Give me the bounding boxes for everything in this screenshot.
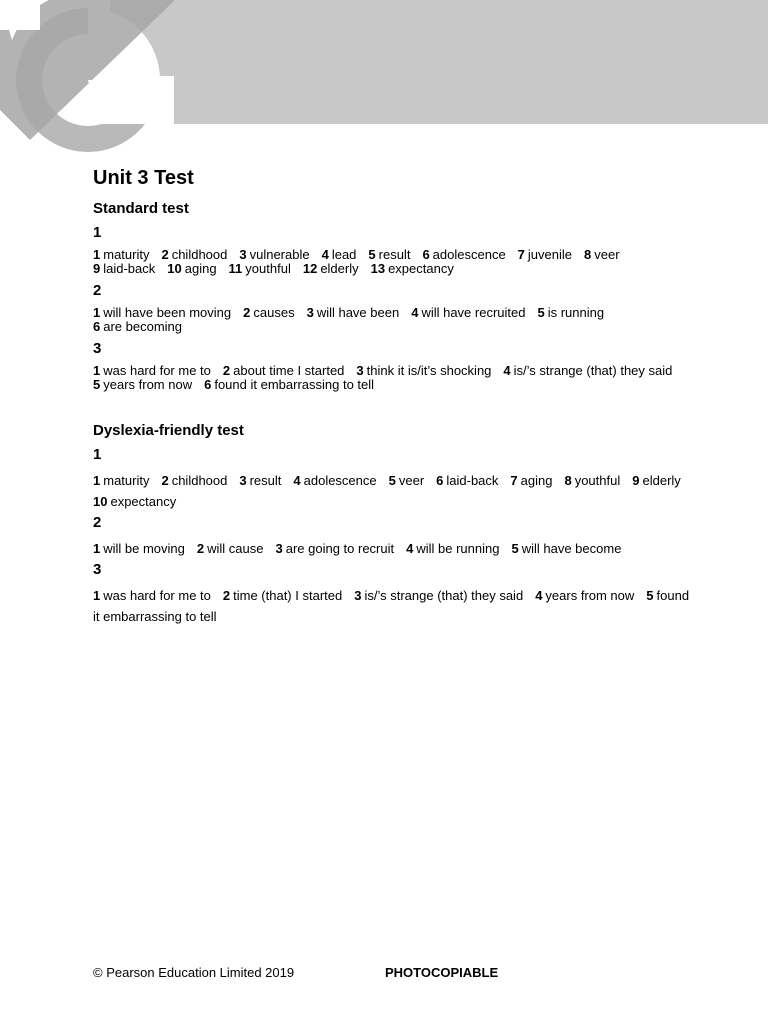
answer-text: years from now <box>545 588 635 603</box>
answer-item <box>93 261 155 276</box>
answer-item <box>275 541 394 556</box>
answer-text: result <box>378 247 411 262</box>
answer-number: 2 <box>222 363 231 378</box>
answer-line <box>93 320 693 334</box>
answer-item <box>503 363 672 378</box>
answer-number: 1 <box>93 473 101 488</box>
dyslexia-q1-number: 1 <box>93 446 102 463</box>
answer-item <box>518 247 572 262</box>
answer-item <box>354 588 523 603</box>
answer-text: years from now <box>103 377 193 392</box>
answer-text: found it embarrassing to tell <box>214 377 375 392</box>
answer-text: will have recruited <box>421 305 526 320</box>
answer-line <box>93 606 693 627</box>
answer-item <box>422 247 505 262</box>
standard-q3-number: 3 <box>93 340 102 357</box>
answer-number: 5 <box>537 305 545 320</box>
answer-item <box>239 247 309 262</box>
answer-number: 1 <box>93 541 101 556</box>
answer-line <box>93 248 693 262</box>
answer-line <box>93 585 693 606</box>
answer-text: is/’s strange (that) they said <box>513 363 673 378</box>
answer-text: expectancy <box>388 261 454 276</box>
answer-item <box>411 305 525 320</box>
answer-text: expectancy <box>110 494 177 509</box>
answer-number: 9 <box>632 473 640 488</box>
answer-item <box>93 319 182 334</box>
answer-item <box>511 541 621 556</box>
answer-number: 13 <box>370 261 386 276</box>
answer-number: 9 <box>93 261 101 276</box>
answer-number: 10 <box>93 494 108 509</box>
answer-text: causes <box>253 305 295 320</box>
answer-number: 12 <box>302 261 318 276</box>
dyslexia-q1-answers <box>93 470 693 512</box>
answer-item <box>406 541 499 556</box>
dyslexia-test-heading: Dyslexia-friendly test <box>93 422 244 439</box>
answer-number: 4 <box>411 305 419 320</box>
answer-item <box>322 247 357 262</box>
answer-text: lead <box>331 247 357 262</box>
standard-q3-answers <box>93 364 693 392</box>
answer-number: 5 <box>388 473 396 488</box>
answer-text: will have become <box>521 541 622 556</box>
answer-item <box>564 473 620 488</box>
answer-number: 4 <box>293 473 301 488</box>
answer-item <box>229 261 291 276</box>
header-banner <box>0 0 768 160</box>
answer-text: will have been moving <box>103 305 232 320</box>
answer-text: was hard for me to <box>103 363 211 378</box>
answer-number: 4 <box>321 247 329 262</box>
answer-number: 4 <box>535 588 543 603</box>
answer-item <box>197 541 264 556</box>
answer-number: 2 <box>243 305 251 320</box>
answer-item <box>389 473 425 488</box>
answer-text: vulnerable <box>249 247 310 262</box>
pearson-g-logo-icon <box>0 0 768 160</box>
answer-text: youthful <box>574 473 621 488</box>
answer-number: 11 <box>228 261 243 276</box>
answer-text: laid-back <box>103 261 156 276</box>
standard-q2-answers <box>93 306 693 334</box>
dyslexia-q3-number: 3 <box>93 561 102 578</box>
answer-item <box>93 305 231 320</box>
answer-number: 3 <box>239 473 247 488</box>
photocopiable-label: PHOTOCOPIABLE <box>385 965 499 980</box>
answer-text: found <box>656 588 690 603</box>
answer-text: will be moving <box>103 541 185 556</box>
answer-line <box>93 364 693 378</box>
answer-text: childhood <box>171 247 228 262</box>
answer-text: about time I started <box>233 363 345 378</box>
answer-number: 1 <box>93 247 101 262</box>
answer-line <box>93 491 693 512</box>
answer-item <box>204 377 374 392</box>
answer-item <box>510 473 552 488</box>
answer-key <box>93 166 693 629</box>
answer-item <box>167 261 216 276</box>
answer-number: 1 <box>93 305 101 320</box>
answer-number: 7 <box>510 473 518 488</box>
answer-text: laid-back <box>446 473 499 488</box>
answer-item <box>632 473 681 488</box>
answer-item <box>293 473 376 488</box>
answer-number: 4 <box>406 541 414 556</box>
answer-text: juvenile <box>527 247 572 262</box>
answer-number: 10 <box>167 261 182 276</box>
answer-number: 5 <box>646 588 654 603</box>
answer-number: 5 <box>93 377 101 392</box>
standard-test-heading: Standard test <box>93 200 189 217</box>
answer-item <box>239 473 281 488</box>
answer-item <box>93 247 149 262</box>
answer-text: is/’s strange (that) they said <box>364 588 524 603</box>
answer-item <box>93 494 176 509</box>
answer-item <box>93 377 192 392</box>
answer-number: 6 <box>204 377 212 392</box>
answer-item <box>93 363 211 378</box>
answer-number: 5 <box>511 541 519 556</box>
answer-text: maturity <box>103 473 150 488</box>
answer-text: will cause <box>207 541 264 556</box>
answer-number: 6 <box>422 247 430 262</box>
answer-text: aging <box>184 261 217 276</box>
answer-number: 1 <box>93 588 101 603</box>
answer-text: it embarrassing to tell <box>93 609 217 624</box>
answer-text: are going to recruit <box>285 541 395 556</box>
answer-text: youthful <box>245 261 291 276</box>
answer-item <box>161 473 227 488</box>
answer-item <box>537 305 604 320</box>
answer-line <box>93 306 693 320</box>
answer-item <box>436 473 498 488</box>
answer-item <box>371 261 454 276</box>
standard-q1-number: 1 <box>93 224 102 241</box>
answer-item <box>535 588 634 603</box>
answer-item <box>223 363 345 378</box>
answer-text: veer <box>398 473 425 488</box>
answer-number: 3 <box>356 363 364 378</box>
copyright-notice: © Pearson Education Limited 2019 <box>93 965 295 980</box>
answer-number: 7 <box>517 247 525 262</box>
answer-line <box>93 470 693 491</box>
answer-item <box>243 305 294 320</box>
answer-number: 2 <box>161 473 169 488</box>
answer-text: aging <box>520 473 553 488</box>
answer-number: 8 <box>584 247 592 262</box>
answer-item <box>161 247 227 262</box>
standard-q2-number: 2 <box>93 282 102 299</box>
answer-text: think it is/it’s shocking <box>366 363 492 378</box>
answer-text: will have been <box>316 305 400 320</box>
answer-number: 6 <box>93 319 101 334</box>
answer-line <box>93 378 693 392</box>
answer-text: elderly <box>642 473 681 488</box>
answer-item <box>93 588 211 603</box>
answer-text: are becoming <box>103 319 183 334</box>
answer-number: 2 <box>161 247 169 262</box>
answer-text: was hard for me to <box>103 588 211 603</box>
answer-number: 6 <box>436 473 444 488</box>
answer-item <box>646 588 689 603</box>
answer-item <box>93 541 185 556</box>
answer-number: 5 <box>368 247 376 262</box>
answer-text: adolescence <box>303 473 377 488</box>
answer-number: 1 <box>93 363 101 378</box>
answer-item <box>307 305 400 320</box>
answer-number: 3 <box>239 247 247 262</box>
answer-number: 3 <box>275 541 283 556</box>
dyslexia-q3-answers <box>93 585 693 627</box>
answer-text: is running <box>547 305 605 320</box>
answer-number: 3 <box>354 588 362 603</box>
answer-item <box>584 247 620 262</box>
standard-q1-answers <box>93 248 693 276</box>
page-title: Unit 3 Test <box>93 167 194 189</box>
answer-item <box>93 473 149 488</box>
answer-text: childhood <box>171 473 228 488</box>
answer-item <box>303 261 359 276</box>
answer-text: result <box>249 473 282 488</box>
answer-text: time (that) I started <box>233 588 343 603</box>
answer-number: 3 <box>306 305 314 320</box>
answer-line <box>93 538 693 559</box>
answer-number: 2 <box>222 588 231 603</box>
answer-text: will be running <box>416 541 500 556</box>
answer-line <box>93 262 693 276</box>
answer-item <box>223 588 342 603</box>
answer-text: maturity <box>103 247 150 262</box>
answer-text: adolescence <box>432 247 506 262</box>
answer-text: veer <box>594 247 620 262</box>
dyslexia-q2-answers <box>93 538 693 559</box>
answer-item <box>356 363 491 378</box>
answer-item <box>93 609 217 624</box>
answer-number: 2 <box>196 541 205 556</box>
answer-number: 4 <box>503 363 511 378</box>
answer-number: 8 <box>564 473 572 488</box>
dyslexia-q2-number: 2 <box>93 514 102 531</box>
answer-text: elderly <box>320 261 359 276</box>
answer-item <box>368 247 410 262</box>
